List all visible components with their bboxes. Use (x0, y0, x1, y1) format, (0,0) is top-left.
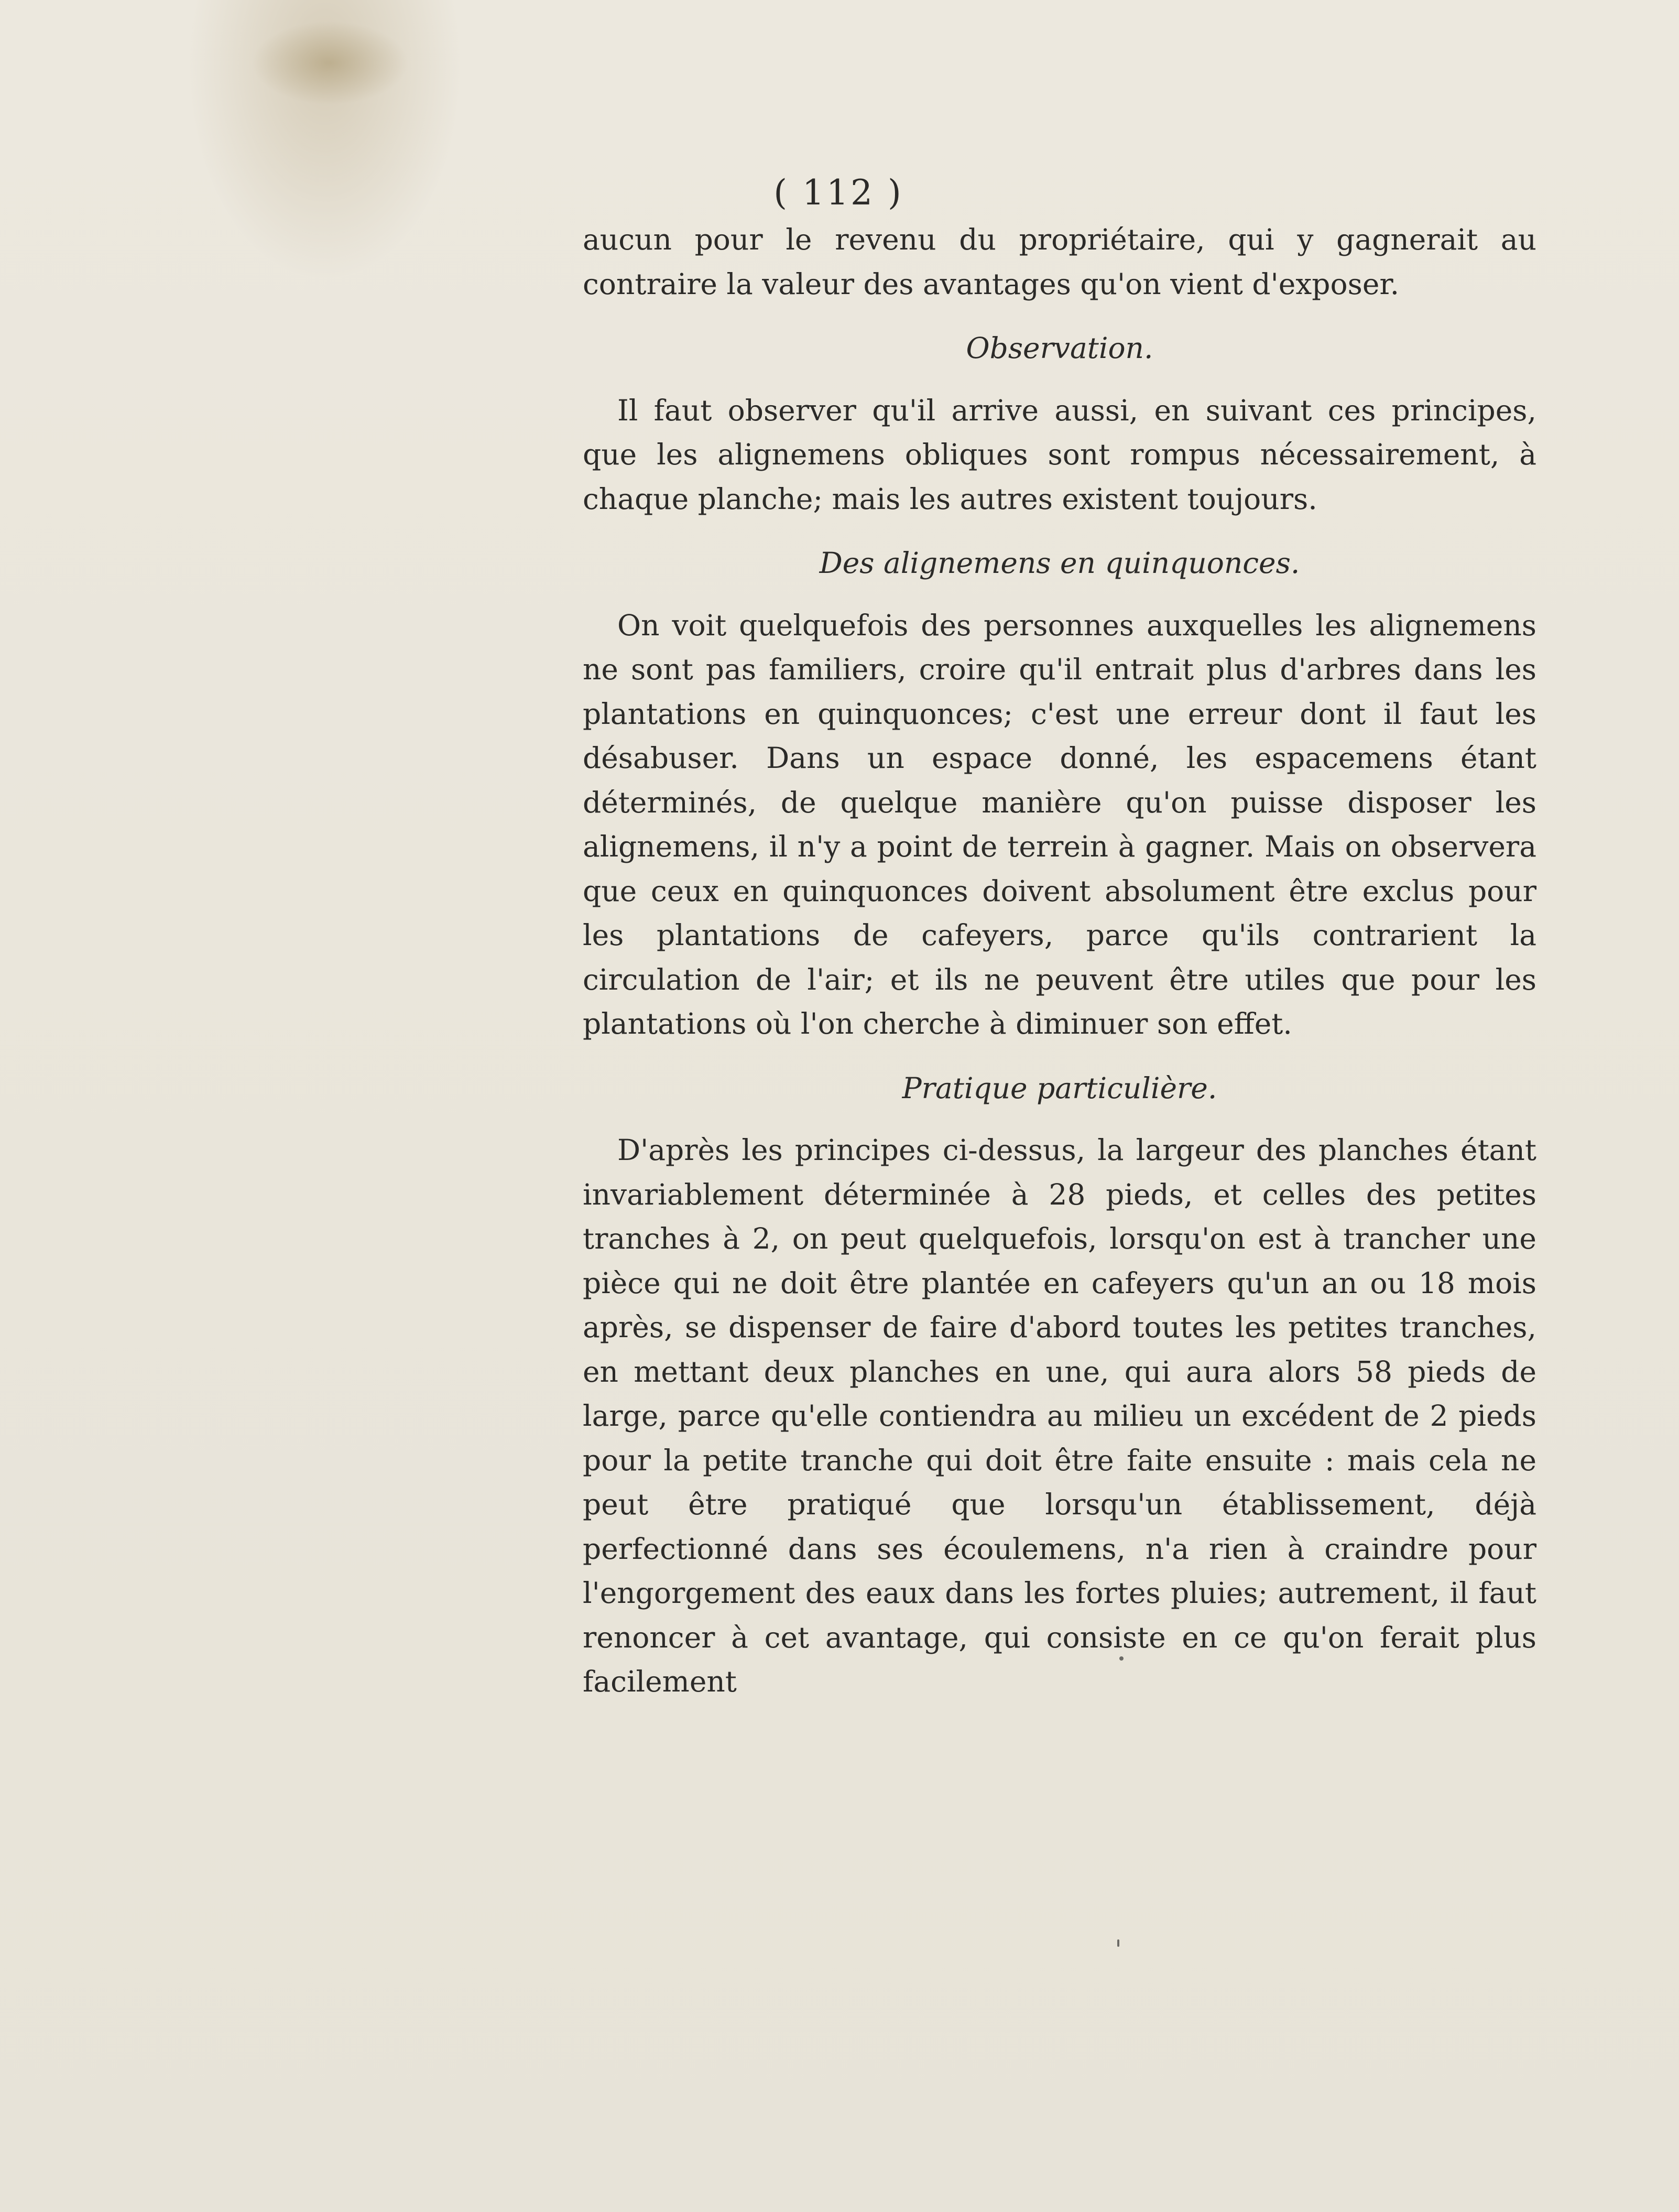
print-speck (1117, 1939, 1119, 1947)
paragraph-4: D'après les principes ci-dessus, la largeur des planches étant invariablement déterminée à 28 pieds, et celles des petites tranches à 2, on peut quelquefois, lorsqu'on est à trancher une pièce qui ne doit être plantée en cafeyers qu'un an ou 18 mois après, se dispenser de faire d'abord toutes les petites tranches, en mettant deux planches en une, qui aura alors 58 pieds de large, parce qu'elle contiendra au milieu un excédent de 2 pieds pour la petite tranche qui doit être faite ensuite : mais cela ne peut être pratiqué que lorsqu'un établissement, déjà perfectionné dans ses écoulemens, n'a rien à craindre pour l'engorgement des eaux dans les fortes pluies; autrement, il faut renoncer à cet avantage, qui consiste en ce qu'on ferait plus facilement (583, 1133, 1536, 1698)
section-heading-observation: Observation. (966, 331, 1153, 365)
section-heading-quinquonces: Des alignemens en quinquonces. (819, 546, 1300, 580)
body-text (583, 218, 1536, 1704)
print-speck (1119, 1656, 1124, 1661)
page-number: ( 112 ) (773, 172, 903, 213)
paragraph-3: On voit quelquefois des personnes auxquelles les alignemens ne sont pas familiers, croire qu'il entrait plus d'arbres dans les plantations en quinquonces; c'est une erreur dont il faut les désabuser. Dans un espace donné, les espacemens étant déterminés, de quelque manière qu'on puisse disposer les alignemens, il n'y a point de terrein à gagner. Mais on observera que ceux en quinquonces doivent absolument être exclus pour les plantations de cafeyers, parce qu'ils contrarient la circulation de l'air; et ils ne peuvent être utiles que pour les plantations où l'on cherche à diminuer son effet. (583, 608, 1536, 1040)
paragraph-2: Il faut observer qu'il arrive aussi, en suivant ces principes, que les alignemens obliques sont rompus nécessairement, à chaque planche; mais les autres existent toujours. (583, 393, 1536, 516)
paragraph-1: aucun pour le revenu du propriétaire, qui y gagnerait au contraire la valeur des avantages qu'on vient d'exposer. (583, 223, 1536, 301)
paper-stain (252, 21, 409, 105)
section-heading-pratique: Pratique particulière. (902, 1071, 1217, 1105)
